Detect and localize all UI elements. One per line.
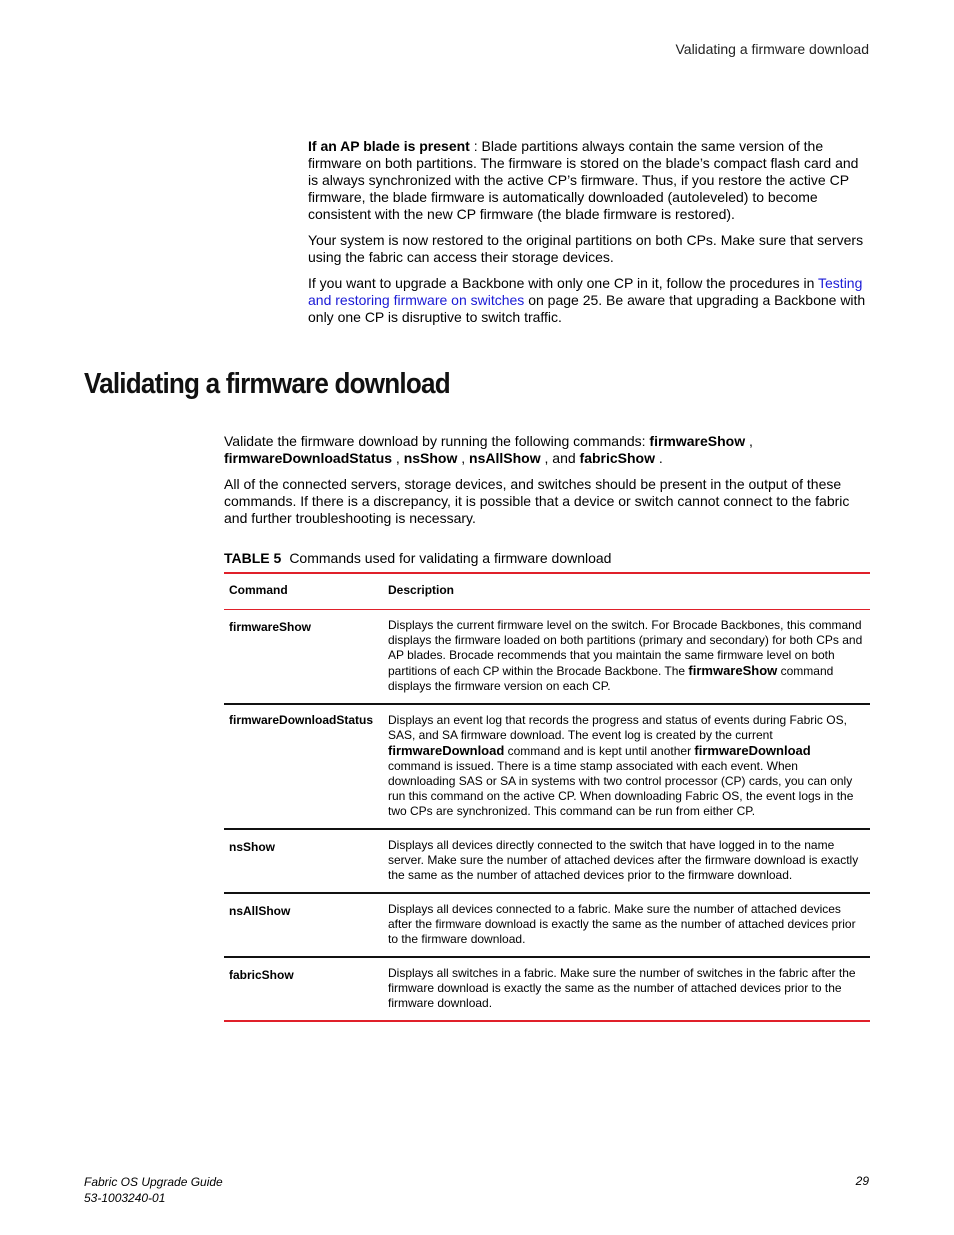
description-cell <box>383 704 870 829</box>
upper-text-block <box>308 138 870 335</box>
col-description-header: Description <box>383 573 870 610</box>
desc-command: firmwareDownload <box>694 743 811 758</box>
table-caption-text: Commands used for validating a firmware download <box>289 550 612 566</box>
command-cell: firmwareDownloadStatus <box>224 704 383 829</box>
section-body <box>224 433 870 536</box>
running-header: Validating a firmware download <box>675 41 869 57</box>
desc-command: firmwareDownload <box>388 743 505 758</box>
table-row <box>224 893 870 957</box>
desc-text: command and is kept until another <box>504 744 695 758</box>
validate-text: Validate the firmware download by running the following commands: <box>224 433 650 449</box>
description-cell: Displays all devices connected to a fabric. Make sure the number of attached devices after the firmware download is exactly the same as the number of attached devices prior to the firmware download. <box>383 893 870 957</box>
section-title: Validating a firmware download <box>84 368 450 400</box>
commands-table <box>224 573 870 1022</box>
sep: . <box>655 450 663 466</box>
table-label: TABLE 5 <box>224 550 282 566</box>
cmd-nsshow: nsShow <box>403 450 458 466</box>
table-row <box>224 957 870 1021</box>
table-row <box>224 829 870 893</box>
ap-blade-label: If an AP blade is present <box>308 138 470 154</box>
backbone-text-b: on page 25. Be aware that upgrading a Backbone with only one CP is disruptive to switch traffic. <box>308 292 866 325</box>
doc-number: 53-1003240-01 <box>84 1191 166 1205</box>
desc-text: command displays the firmware version on each CP. <box>388 664 834 693</box>
cmd-firmwaredownloadstatus: firmwareDownloadStatus <box>224 450 393 466</box>
table-header-row <box>224 573 870 610</box>
cmd-nsallshow: nsAllShow <box>469 450 541 466</box>
ap-blade-text: : Blade partitions always contain the same version of the firmware on both partitions. The firmware is stored on the blade’s compact flash card and is always synchronized with the active CP’s firmware. Thus, if you restore the active CP firmware, the blade firmware is automatically downloaded (autoleveled) to become consistent with the new CP firmware (the blade firmware is restored). <box>308 138 859 222</box>
desc-command: firmwareShow <box>688 663 778 678</box>
command-cell: firmwareShow <box>224 610 383 705</box>
sep: , <box>457 450 470 466</box>
backbone-paragraph <box>308 275 870 326</box>
desc-text: command is issued. There is a time stamp associated with each event. When downloading SAS or SA in systems with two control processor (CP) cards, you can only run this command on the active CP. When downloading Fabric OS, the event logs in the two CPs are synchronized. This command can be run from either CP. <box>388 759 854 818</box>
restored-paragraph: Your system is now restored to the original partitions on both CPs. Make sure that servers using the fabric can access their storage devices. <box>308 232 864 265</box>
ap-blade-paragraph <box>308 138 870 223</box>
sep: , and <box>540 450 580 466</box>
description-cell: Displays all switches in a fabric. Make sure the number of switches in the fabric after the firmware download is exactly the same as the number of attached devices prior to the firmware download. <box>383 957 870 1021</box>
desc-text: Displays an event log that records the progress and status of events during Fabric OS, SAS, and SA firmware download. The event log is created by the current <box>388 713 847 742</box>
page-number: 29 <box>855 1174 869 1188</box>
table-caption <box>224 550 611 566</box>
discrepancy-paragraph: All of the connected servers, storage devices, and switches should be present in the output of these commands. If there is a discrepancy, it is possible that a device or switch cannot connect to the fabric and further troubleshooting is necessary. <box>224 476 850 526</box>
backbone-text-a: If you want to upgrade a Backbone with only one CP in it, follow the procedures in <box>308 275 819 291</box>
col-command-header: Command <box>224 573 383 610</box>
guide-title: Fabric OS Upgrade Guide <box>84 1175 223 1189</box>
description-cell: Displays all devices directly connected to the switch that have logged in to the name server. Make sure the number of attached devices after the firmware download is exactly the same as the number of attached devices prior to the firmware download. <box>383 829 870 893</box>
command-cell: nsAllShow <box>224 893 383 957</box>
table-row <box>224 704 870 829</box>
description-cell <box>383 610 870 705</box>
validate-paragraph <box>224 433 870 467</box>
sep: , <box>392 450 404 466</box>
desc-text: Displays the current firmware level on the switch. For Brocade Backbones, this command displays the firmware loaded on both partitions (primary and secondary) for both CPs and AP blades. Brocade recommends that you maintain the same firmware level on both partitions of each CP within the Brocade Backbone. The <box>388 618 863 678</box>
command-cell: nsShow <box>224 829 383 893</box>
command-cell: fabricShow <box>224 957 383 1021</box>
testing-restoring-link[interactable]: Testing and restoring firmware on switches <box>308 275 863 308</box>
cmd-firmwareshow: firmwareShow <box>649 433 746 449</box>
sep: , <box>745 433 753 449</box>
footer-left <box>84 1174 223 1206</box>
cmd-fabricshow: fabricShow <box>579 450 655 466</box>
table-row <box>224 610 870 705</box>
